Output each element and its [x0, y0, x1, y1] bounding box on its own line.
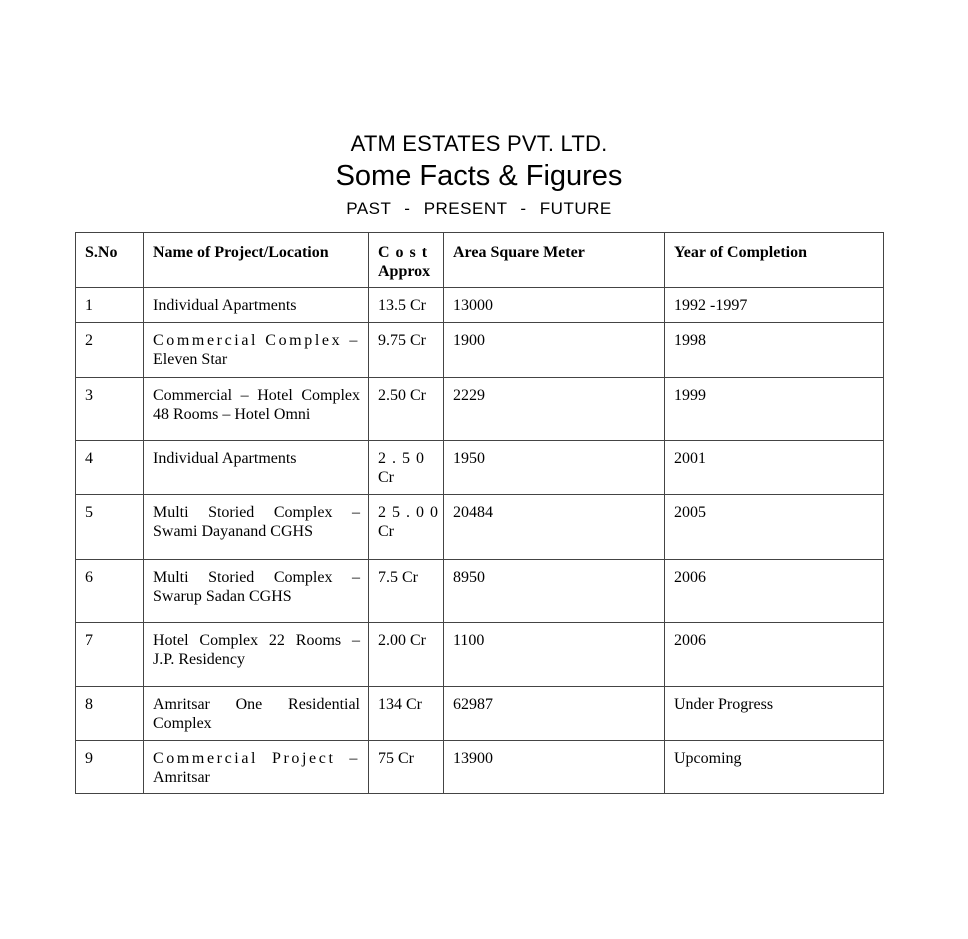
cost-text-line: 134 Cr — [378, 696, 422, 713]
name-text-line: Commercial – Hotel Complex — [153, 387, 360, 404]
cell-sno: 5 — [76, 495, 144, 560]
cost-text-line: 13.5 Cr — [378, 297, 426, 314]
cell-area: 20484 — [444, 495, 665, 560]
table-row — [76, 441, 884, 495]
header-row — [76, 233, 884, 288]
cell-name — [144, 623, 369, 687]
cell-name — [144, 378, 369, 441]
cell-sno: 7 — [76, 623, 144, 687]
cell-cost — [369, 288, 444, 323]
name-text-line: 48 Rooms – Hotel Omni — [153, 406, 311, 423]
table-row — [76, 288, 884, 323]
cell-name — [144, 741, 369, 794]
cell-sno: 4 — [76, 441, 144, 495]
cell-area: 8950 — [444, 560, 665, 623]
table-row — [76, 323, 884, 378]
document-title: Some Facts & Figures — [335, 160, 623, 192]
name-text-line: Complex — [153, 715, 212, 732]
name-text-line: Commercial Complex – — [153, 332, 360, 349]
table-row — [76, 741, 884, 794]
cost-text-line: Approx — [378, 263, 431, 280]
cost-text-line: 2.50 Cr — [378, 387, 426, 404]
cell-year: 1998 — [665, 323, 884, 378]
cell-name — [144, 323, 369, 378]
name-text-line: Multi Storied Complex – — [153, 504, 360, 521]
facts-table — [75, 232, 884, 794]
cell-area: 1950 — [444, 441, 665, 495]
cell-cost — [369, 495, 444, 560]
cell-cost — [369, 623, 444, 687]
cell-year: Under Progress — [665, 687, 884, 741]
cost-text-line: Cr — [378, 469, 394, 486]
cell-year: 2001 — [665, 441, 884, 495]
name-text-line: Individual Apartments — [153, 297, 297, 314]
table-row — [76, 687, 884, 741]
cost-text-line: 7.5 Cr — [378, 569, 418, 586]
name-text-line: Hotel Complex 22 Rooms – — [153, 632, 360, 649]
table-row — [76, 560, 884, 623]
name-text-line: Individual Apartments — [153, 450, 297, 467]
cell-name — [144, 288, 369, 323]
cell-cost — [369, 687, 444, 741]
column-header-cost — [369, 233, 444, 288]
cell-name — [144, 687, 369, 741]
table-row — [76, 378, 884, 441]
cell-cost — [369, 741, 444, 794]
cell-sno: 9 — [76, 741, 144, 794]
cell-year: 1999 — [665, 378, 884, 441]
cell-sno: 6 — [76, 560, 144, 623]
cell-sno: 8 — [76, 687, 144, 741]
table-body — [76, 288, 884, 794]
cell-sno: 1 — [76, 288, 144, 323]
area-text-line: Area Square Meter — [453, 244, 585, 261]
table-header — [76, 233, 884, 288]
cell-year: 2006 — [665, 560, 884, 623]
name-text-line: Commercial Project – — [153, 750, 360, 767]
document-subtitle: PAST - PRESENT - FUTURE — [346, 199, 612, 218]
cost-text-line: 75 Cr — [378, 750, 414, 767]
cell-sno: 3 — [76, 378, 144, 441]
cell-area: 62987 — [444, 687, 665, 741]
cell-sno: 2 — [76, 323, 144, 378]
table-row — [76, 495, 884, 560]
name-text-line: Name of Project/Location — [153, 244, 329, 261]
cost-text-line: Cost — [378, 244, 434, 261]
cell-cost — [369, 378, 444, 441]
column-header-area — [444, 233, 665, 288]
column-header-sno — [76, 233, 144, 288]
sno-text-line: S.No — [85, 244, 118, 261]
cost-text-line: 2.50 — [378, 450, 430, 467]
cost-text-line: 9.75 Cr — [378, 332, 426, 349]
column-header-name — [144, 233, 369, 288]
cell-year: 2005 — [665, 495, 884, 560]
cost-text-line: 2.00 Cr — [378, 632, 426, 649]
cell-area: 13900 — [444, 741, 665, 794]
cell-year: 1992 -1997 — [665, 288, 884, 323]
cell-year: Upcoming — [665, 741, 884, 794]
name-text-line: Amritsar — [153, 769, 210, 786]
cell-area: 1100 — [444, 623, 665, 687]
name-text-line: Eleven Star — [153, 351, 228, 368]
name-text-line: Swarup Sadan CGHS — [153, 588, 292, 605]
cell-area: 2229 — [444, 378, 665, 441]
title-block — [75, 131, 883, 219]
cell-area: 13000 — [444, 288, 665, 323]
name-text-line: Swami Dayanand CGHS — [153, 523, 313, 540]
name-text-line: J.P. Residency — [153, 651, 245, 668]
company-name: ATM ESTATES PVT. LTD. — [350, 131, 608, 156]
name-text-line: Amritsar One Residential — [153, 696, 360, 713]
cell-name — [144, 441, 369, 495]
year-text-line: Year of Completion — [674, 244, 808, 261]
name-text-line: Multi Storied Complex – — [153, 569, 360, 586]
cell-year: 2006 — [665, 623, 884, 687]
cell-area: 1900 — [444, 323, 665, 378]
cost-text-line: Cr — [378, 523, 394, 540]
cell-name — [144, 560, 369, 623]
cell-cost — [369, 441, 444, 495]
cell-name — [144, 495, 369, 560]
table-row — [76, 623, 884, 687]
document-page — [75, 0, 883, 794]
cell-cost — [369, 323, 444, 378]
cell-cost — [369, 560, 444, 623]
cost-text-line: 25.00 — [378, 504, 444, 521]
column-header-year — [665, 233, 884, 288]
